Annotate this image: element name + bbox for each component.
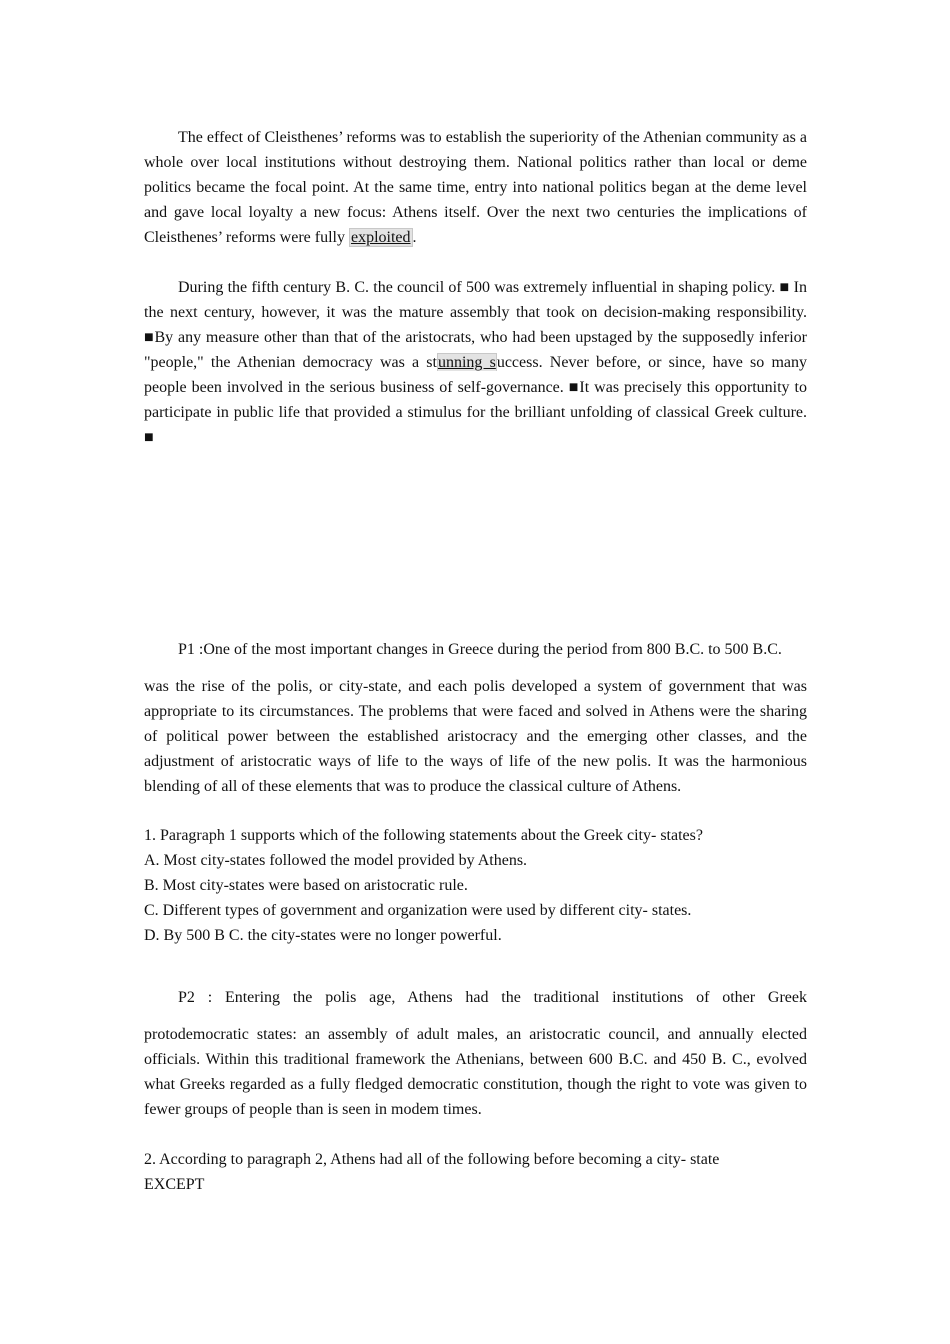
paragraph-text: During the fifth century B. C. the council of 500 was extremely influential in shaping policy. xyxy=(178,279,780,296)
passage-paragraph-cleisthenes xyxy=(144,125,807,250)
insert-square-3[interactable]: ■ xyxy=(568,379,580,396)
question-2-stem-except: EXCEPT xyxy=(144,1176,205,1193)
paragraph-text: It was precisely this opportunity to participate in public life that provided a stimulus for the brilliant unfolding of classical Greek culture. xyxy=(144,379,807,421)
paragraph-text: By any measure other than that of the aristocrats, who had been upstaged by the supposedly inferior "people," the Athenian democracy was a st xyxy=(144,329,808,371)
highlighted-word-exploited[interactable]: exploited xyxy=(350,229,411,246)
question-1-option-d[interactable]: D. By 500 B C. the city-states were no longer powerful. xyxy=(144,927,502,944)
paragraph-text-end: . xyxy=(412,229,417,246)
insert-square-4[interactable]: ■ xyxy=(144,429,154,446)
question-2-stem: 2. According to paragraph 2, Athens had all of the following before becoming a city- state xyxy=(144,1151,720,1168)
insert-square-2[interactable]: ■ xyxy=(144,329,155,346)
insert-square-1[interactable]: ■ xyxy=(779,279,790,296)
p1-first-line: P1 :One of the most important changes in Greece during the period from 800 B.C. to 500 B.C. xyxy=(178,641,782,658)
paragraph-text: uccess. Never before, or since, have so many people been involved in the serious business of self-governance. xyxy=(144,354,808,396)
p2-first-line: P2 : Entering the polis age, Athens had the traditional institutions of other Greek xyxy=(178,989,807,1006)
passage-paragraph-fifth-century xyxy=(144,275,807,450)
p2-body: protodemocratic states: an assembly of adult males, an aristocratic council, and annually elected officials. Within this traditional framework the Athenians, between 600 B.C. and 450 B. C., evolved what Greeks regarded as a fully fledged democratic constitution, though the right to vote was given to fewer groups of people than is seen in modem times. xyxy=(144,1026,807,1118)
paragraph-text: The effect of Cleisthenes’ reforms was to establish the superiority of the Athenian community as a whole over local institutions without destroying them. National politics rather than local or deme politics became the focal point. At the same time, entry into national politics began at the deme level and gave local loyalty a new focus: Athens itself. Over the next two centuries the implications of Cleisthenes’ reforms were fully xyxy=(144,129,807,246)
question-1-stem: 1. Paragraph 1 supports which of the following statements about the Greek city- states? xyxy=(144,827,703,844)
paragraph-text: In the next century, however, it was the mature assembly that took on decision-making responsibility. xyxy=(144,279,807,321)
question-1-option-b[interactable]: B. Most city-states were based on aristocratic rule. xyxy=(144,877,468,894)
question-1-option-a[interactable]: A. Most city-states followed the model provided by Athens. xyxy=(144,852,528,869)
highlighted-word-stunning[interactable]: unning s xyxy=(437,354,496,371)
question-1-option-c[interactable]: C. Different types of government and organization were used by different city- states. xyxy=(144,902,692,919)
p1-body: was the rise of the polis, or city-state, and each polis developed a system of government that was appropriate to its circumstances. The problems that were faced and solved in Athens were the sharing of political power between the established aristocracy and the emerging other classes, and the adjustment of aristocratic ways of life to the ways of life of the new polis. It was the harmonious blending of all of these elements that was to produce the classical culture of Athens. xyxy=(144,678,807,795)
